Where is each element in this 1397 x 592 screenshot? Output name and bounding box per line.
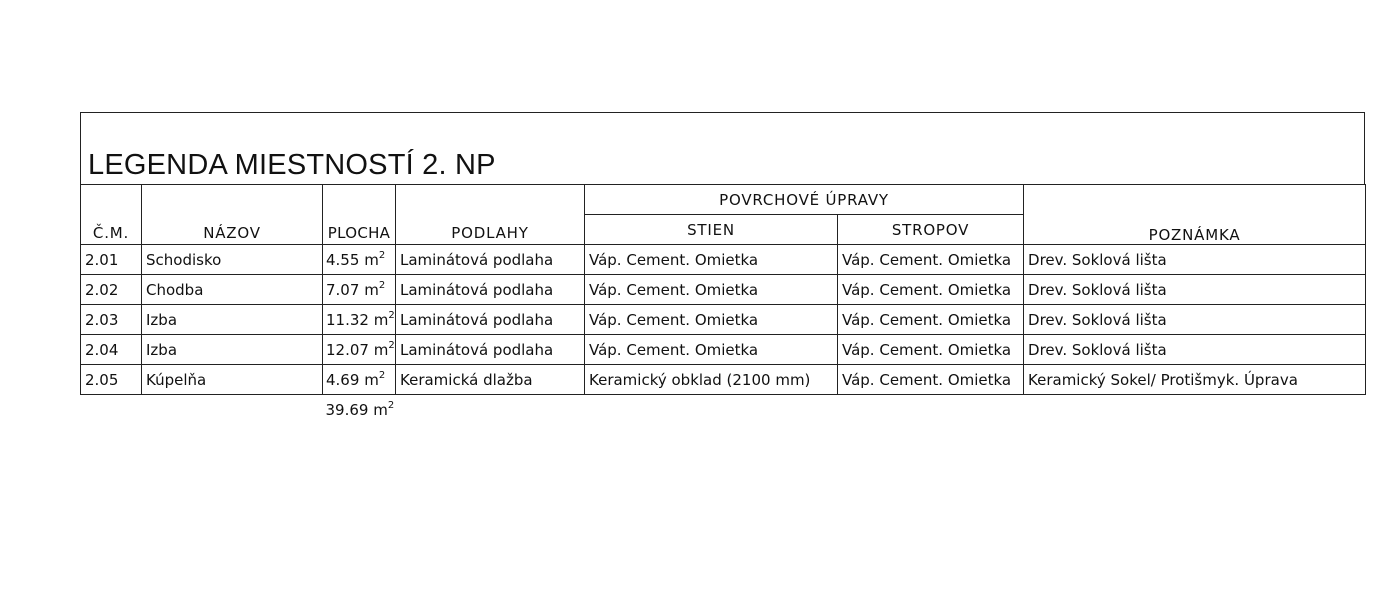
title-box	[80, 112, 1365, 184]
cell-podlahy: Laminátová podlaha	[396, 305, 585, 335]
cell-cislo: 2.03	[81, 305, 142, 335]
area-unit-exp: 2	[388, 309, 395, 321]
cell-stropov: Váp. Cement. Omietka	[838, 245, 1024, 275]
cell-poznamka: Drev. Soklová lišta	[1024, 335, 1366, 365]
area-value: 4.69	[326, 370, 360, 389]
cell-podlahy: Laminátová podlaha	[396, 245, 585, 275]
cell-nazov: Izba	[142, 305, 323, 335]
area-unit: m	[373, 340, 389, 359]
area-unit: m	[364, 250, 379, 269]
area-unit-exp: 2	[388, 339, 395, 351]
cell-plocha	[323, 245, 396, 275]
cell-stien: Váp. Cement. Omietka	[585, 275, 838, 305]
cell-cislo: 2.01	[81, 245, 142, 275]
header-nazov: NÁZOV	[142, 185, 323, 245]
room-table	[80, 184, 1366, 424]
cell-plocha	[323, 275, 396, 305]
header-plocha: PLOCHA	[323, 185, 396, 245]
cell-stien: Váp. Cement. Omietka	[585, 335, 838, 365]
table-row	[81, 305, 1366, 335]
header-poznamka: POZNÁMKA	[1024, 185, 1366, 245]
total-area-value: 39.69	[325, 400, 369, 419]
header-podlahy: PODLAHY	[396, 185, 585, 245]
area-value: 4.55	[326, 250, 360, 269]
area-value: 7.07	[326, 280, 360, 299]
cell-stien: Keramický obklad (2100 mm)	[585, 365, 838, 395]
cell-cislo: 2.04	[81, 335, 142, 365]
header-stien: STIEN	[585, 215, 838, 245]
area-unit: m	[364, 370, 379, 389]
area-unit-exp: 2	[378, 249, 386, 261]
cell-cislo: 2.02	[81, 275, 142, 305]
cell-poznamka: Drev. Soklová lišta	[1024, 245, 1366, 275]
cell-nazov: Kúpelňa	[142, 365, 323, 395]
area-value: 12.07	[326, 340, 369, 359]
cell-nazov: Chodba	[142, 275, 323, 305]
header-cislo: Č.M.	[81, 185, 142, 245]
cell-podlahy: Laminátová podlaha	[396, 275, 585, 305]
cell-stropov: Váp. Cement. Omietka	[838, 305, 1024, 335]
cell-plocha	[323, 335, 396, 365]
cell-stropov: Váp. Cement. Omietka	[838, 335, 1024, 365]
cell-podlahy: Keramická dlažba	[396, 365, 585, 395]
header-povrchove-upravy: POVRCHOVÉ ÚPRAVY	[585, 185, 1024, 215]
total-area-unit: m	[373, 400, 388, 419]
area-unit-exp: 2	[378, 279, 386, 291]
cell-poznamka: Keramický Sokel/ Protišmyk. Úprava	[1024, 365, 1366, 395]
area-value: 11.32	[326, 310, 369, 329]
cell-stropov: Váp. Cement. Omietka	[838, 365, 1024, 395]
cell-podlahy: Laminátová podlaha	[396, 335, 585, 365]
table-row	[81, 335, 1366, 365]
total-area	[323, 395, 396, 425]
cell-cislo: 2.05	[81, 365, 142, 395]
total-area-unit-exp: 2	[387, 399, 395, 411]
cell-poznamka: Drev. Soklová lišta	[1024, 305, 1366, 335]
cell-plocha	[323, 305, 396, 335]
area-unit: m	[364, 280, 379, 299]
cell-poznamka: Drev. Soklová lišta	[1024, 275, 1366, 305]
table-row	[81, 275, 1366, 305]
table-row	[81, 245, 1366, 275]
legend-title: LEGENDA MIESTNOSTÍ 2. NP	[88, 149, 496, 181]
area-unit: m	[373, 310, 389, 329]
area-unit-exp: 2	[378, 369, 386, 381]
cell-nazov: Schodisko	[142, 245, 323, 275]
cell-stien: Váp. Cement. Omietka	[585, 305, 838, 335]
table-row	[81, 365, 1366, 395]
cell-plocha	[323, 365, 396, 395]
room-legend	[80, 112, 1365, 424]
cell-stropov: Váp. Cement. Omietka	[838, 275, 1024, 305]
cell-stien: Váp. Cement. Omietka	[585, 245, 838, 275]
header-stropov: STROPOV	[838, 215, 1024, 245]
cell-nazov: Izba	[142, 335, 323, 365]
